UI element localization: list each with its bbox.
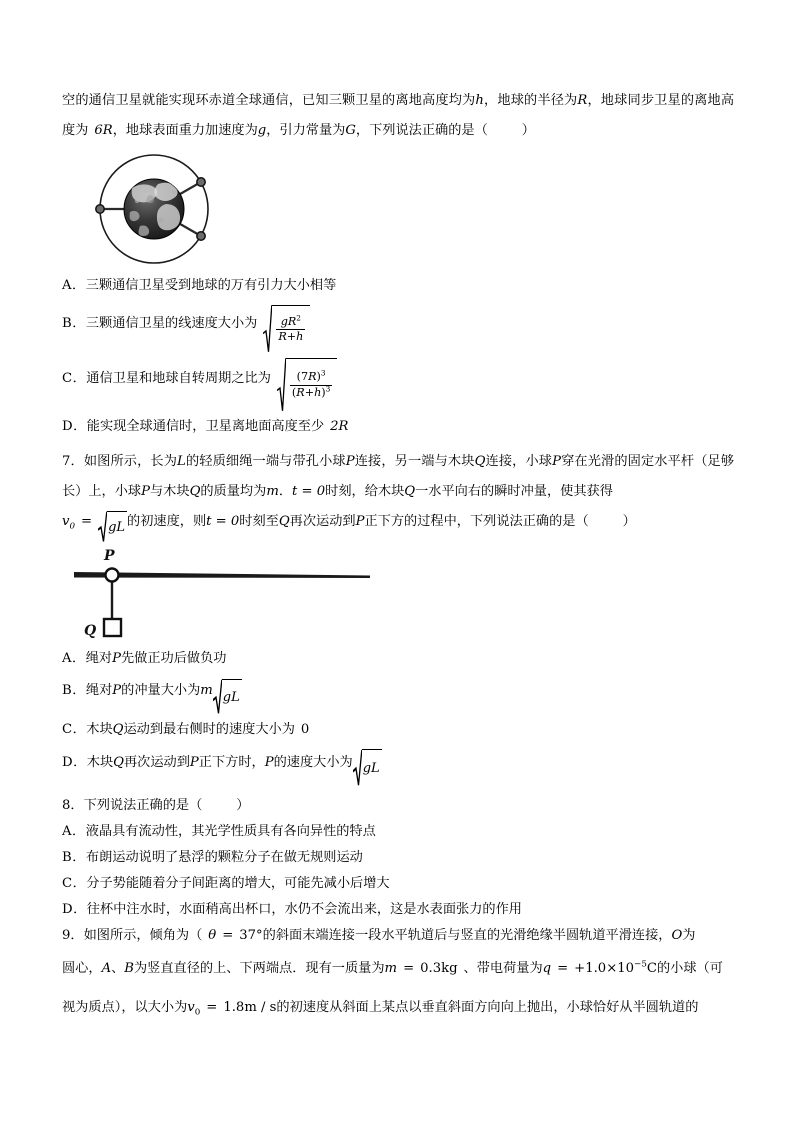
- q6-stem-text-2a: 离地高度为: [62, 93, 735, 138]
- satellite-1: [96, 205, 104, 213]
- satellite-orbit-diagram: [70, 152, 270, 267]
- q8-number: 8．: [62, 798, 84, 814]
- q6-stem-text-1: 空的通信卫星就能实现环赤道全球通信，已知三颗卫星的离地高度均为: [62, 93, 476, 108]
- q6-stem-text-1c: ，地球同步卫星的: [587, 93, 695, 108]
- q7-option-d-label: D．: [62, 754, 87, 770]
- q7-option-b-sym: P: [112, 683, 122, 699]
- q7-t-c: 连接，另一端与木块: [354, 453, 475, 469]
- q7-option-c-label: C．: [62, 721, 87, 737]
- q8-option-b-label: B．: [62, 850, 86, 866]
- q7-option-c-value: 0: [300, 721, 310, 737]
- q6-option-d-label: D．: [62, 418, 87, 434]
- q7-option-d-radical: [353, 747, 382, 787]
- q9-stem-line1: [62, 923, 734, 949]
- q8-option-a-label: A．: [62, 824, 86, 840]
- q6-option-b-label: B．: [62, 316, 86, 331]
- q9-t-b: 的斜面末端连接一段水平轨道后与竖直的光滑绝缘半圆轨道平滑连接，: [262, 928, 672, 944]
- q7-t-o: 正下方的过程中，下列说法正确的是（: [364, 513, 589, 529]
- q6-c-den-R: R: [296, 385, 305, 399]
- q7-option-b-radicand: gL: [222, 679, 242, 715]
- q6-option-a-label: A．: [62, 278, 86, 293]
- q6-sym-g: g: [257, 123, 267, 138]
- q6-sym-G: G: [345, 123, 356, 138]
- q6-option-c-label: C．: [62, 371, 87, 387]
- q9-stem-line2: [62, 949, 734, 988]
- q9-t-f: 为竖直直径的上、下两端点．现有一质量为: [133, 961, 385, 977]
- q7-t-k: 一水平向右的瞬时冲量，使其获得: [415, 483, 613, 499]
- q7-option-c-t2: 运动到最右侧时的速度大小为: [123, 721, 295, 737]
- q7-t-f: 杆（足够长）上，小球: [62, 453, 735, 499]
- q6-sym-h: h: [475, 93, 484, 108]
- q8-option-d[interactable]: [62, 897, 734, 923]
- q6-figure-satellites: [70, 152, 270, 267]
- q9-sym-B: B: [124, 961, 134, 977]
- q7-option-b[interactable]: [62, 674, 734, 714]
- q9-v0-val: 1.8m / s: [223, 1000, 277, 1016]
- q9-m-val: 0.3kg: [420, 961, 458, 977]
- q9-sym-angle: 37°: [239, 928, 263, 944]
- satellite-2: [197, 178, 205, 186]
- q6-option-b[interactable]: [62, 301, 734, 353]
- q9-m-eq: =: [403, 961, 415, 977]
- q9-q-exp: −5: [634, 959, 647, 970]
- q7-option-d-sym2: P: [189, 754, 199, 770]
- q6-c-den-h: h: [314, 385, 322, 399]
- q7-option-d-sym1: Q: [113, 754, 124, 770]
- q9-q-unit: C: [646, 961, 657, 977]
- q8-option-c-text: 分子势能随着分子间距离的增大，可能先减小后增大: [86, 876, 390, 892]
- q6-option-d-text: 能实现全球通信时，卫星离地面高度至少: [86, 418, 325, 434]
- q7-option-d-t3: 正下方时，: [198, 754, 265, 770]
- q7-t-d: 连接，小球: [485, 453, 553, 469]
- q7-option-c-t1: 木块: [86, 721, 113, 737]
- q6-option-b-formula: [263, 303, 310, 353]
- q7-option-d-t2: 再次运动到: [123, 754, 190, 770]
- q7-stem-line3: [62, 507, 734, 543]
- q9-q-eq: =: [557, 961, 569, 977]
- q6-b-den-op: +: [286, 330, 297, 344]
- q9-q-val: +1.0×10: [574, 961, 635, 977]
- q6-stem-text-2c: ，引力常量为: [266, 123, 346, 138]
- q9-t-i: 视为质点），以大小为: [62, 1000, 188, 1016]
- q7-option-b-t2: 的冲量大小为: [121, 683, 201, 699]
- ball-P: [106, 569, 119, 582]
- q6-stem: [62, 86, 734, 146]
- q6-stem-text-1b: ，地球的半径为: [483, 93, 578, 108]
- q7-v0-radicand: gL: [107, 511, 127, 543]
- q7-option-d-radicand: gL: [362, 749, 382, 787]
- q9-t-a: 如图所示，倾角为（: [83, 928, 203, 944]
- q6-c-num-exp: 3: [320, 368, 326, 378]
- q8-option-c[interactable]: [62, 871, 734, 897]
- q7-option-c-sym: Q: [112, 721, 124, 737]
- q7-t-j: 时刻，给木块: [325, 483, 405, 499]
- q8-option-b[interactable]: [62, 845, 734, 871]
- q7-option-d-t4: 的速度大小为: [273, 754, 353, 770]
- q7-sym-P4: P: [355, 513, 365, 529]
- q6-option-d-value: 2R: [330, 418, 349, 434]
- q7-sym-P2: P: [552, 453, 561, 469]
- q7-option-b-coef: m: [200, 683, 213, 699]
- q6-option-c-text: 通信卫星和地球自转周期之比为: [86, 371, 271, 387]
- q9-t-h: 的小球（可: [656, 961, 723, 977]
- q7-v0-label: v: [62, 513, 70, 529]
- q8-stem-text: 下列说法正确的是（: [83, 798, 203, 814]
- q8-option-a[interactable]: [62, 819, 734, 845]
- q9-t-g: 、带电荷量为: [463, 961, 543, 977]
- q9-v0-sub: 0: [194, 1007, 201, 1018]
- q6-c-den-op: +: [304, 385, 315, 399]
- q6-b-num-R: R: [287, 314, 297, 328]
- q7-option-d-sym3: P: [264, 754, 274, 770]
- q8-option-c-label: C．: [62, 876, 87, 892]
- q7-sym-P3: P: [141, 483, 150, 499]
- q7-option-b-t1: 绳对: [85, 683, 113, 699]
- q7-option-a-sym: P: [112, 651, 121, 667]
- q6-c-num-coef: 7: [301, 370, 309, 384]
- q7-v0-radical: [98, 509, 127, 543]
- q7-figure-rod-ball-block: [70, 547, 400, 642]
- q7-sym-Q4: Q: [278, 513, 290, 529]
- q7-sym-Q3: Q: [404, 483, 416, 499]
- q9-t-c: 为: [682, 928, 696, 944]
- q7-option-a[interactable]: [62, 644, 734, 674]
- q7-t-g: 与木块: [150, 483, 190, 499]
- q9-v0-sym: v: [187, 1000, 195, 1016]
- q9-sym-theta: θ: [208, 928, 217, 944]
- q7-v0-eq: =: [81, 513, 93, 529]
- q7-t-p: ）: [622, 513, 636, 529]
- q9-v0-eq: =: [206, 1000, 218, 1016]
- q7-v0-sub: 0: [69, 521, 75, 532]
- q6-b-den-h: h: [296, 330, 304, 344]
- q6-stem-text-2e: ）: [521, 123, 535, 138]
- q6-b-num-exp: 2: [296, 313, 301, 323]
- q7-t-a: 如图所示，长为: [83, 453, 178, 469]
- q7-t-h: 的质量均为: [200, 483, 267, 499]
- q7-t-b: 的轻质细绳一端与带孔小球: [185, 453, 346, 469]
- q6-option-a-text: 三颗通信卫星受到地球的万有引力大小相等: [85, 278, 337, 293]
- rod-ball-block-diagram: [70, 547, 400, 642]
- q9-sym-A: A: [101, 961, 112, 977]
- q7-t-n: 再次运动到: [289, 513, 356, 529]
- block-Q: [104, 619, 121, 636]
- q7-sym-L: L: [177, 453, 186, 469]
- q6-c-num-R: R: [308, 370, 317, 384]
- q8-option-b-text: 布朗运动说明了悬浮的颗粒分子在做无规则运动: [85, 850, 363, 866]
- q9-sym-q: q: [542, 961, 552, 977]
- q9-number: 9．: [62, 928, 84, 944]
- q7-sym-P1: P: [345, 453, 355, 469]
- q6-c-den-exp: 3: [325, 384, 331, 394]
- q6-option-d[interactable]: [62, 412, 734, 442]
- q7-option-a-t2: 先做正功后做负功: [120, 651, 227, 667]
- label-Q: Q: [84, 623, 97, 640]
- q7-sym-t0: t = 0: [292, 483, 326, 499]
- q7-number: 7．: [62, 453, 84, 469]
- q8-option-d-text: 往杯中注水时，水面稍高出杯口，水仍不会流出来，这是水表面张力的作用: [86, 902, 522, 918]
- q8-option-d-label: D．: [62, 902, 87, 918]
- q6-option-c-formula: $\frac{(7R)^3}{(R+h)^3}$: [277, 356, 337, 412]
- q6-option-c[interactable]: [62, 353, 734, 411]
- q7-sym-t02: t = 0: [206, 513, 240, 529]
- q9-t-d: 圆心，: [62, 961, 102, 977]
- q8-stem: [62, 793, 734, 819]
- q7-stem: [62, 447, 734, 507]
- q6-option-b-text: 三颗通信卫星的线速度大小为: [85, 316, 258, 331]
- q6-sym-R: R: [577, 93, 588, 108]
- q6-stem-text-2b: ，地球表面重力加速度为: [112, 123, 258, 138]
- q7-option-d[interactable]: [62, 745, 734, 787]
- label-P: P: [104, 548, 115, 565]
- q8-option-a-text: 液晶具有流动性，其光学性质具有各向异性的特点: [85, 824, 376, 840]
- q6-sym-6R: 6R: [94, 123, 113, 138]
- q7-option-a-t1: 绳对: [85, 651, 113, 667]
- q9-t-j: 的初速度从斜面上某点以垂直斜面方向向上抛出，小球恰好从半圆轨道的: [276, 1000, 699, 1016]
- q7-option-b-radical: [213, 677, 242, 715]
- satellite-3: [197, 232, 205, 240]
- q9-stem-line3: [62, 988, 734, 1027]
- q7-sym-Q2: Q: [189, 483, 201, 499]
- q7-sym-Q1: Q: [474, 453, 486, 469]
- q6-stem-text-2d: ，下列说法正确的是（: [355, 123, 488, 138]
- q7-option-d-t1: 木块: [86, 754, 114, 770]
- q9-sym-m: m: [384, 961, 398, 977]
- q7-sym-m: m: [266, 483, 279, 499]
- q7-option-b-label: B．: [62, 683, 86, 699]
- q7-option-a-label: A．: [62, 651, 86, 667]
- q7-t-l: 的初速度，则: [127, 513, 207, 529]
- q7-t-i: ．: [278, 483, 293, 499]
- q6-b-num-g: g: [280, 314, 288, 328]
- q7-option-c[interactable]: [62, 715, 734, 745]
- q9-sym-O: O: [671, 928, 683, 944]
- q7-t-e: 穿在光滑的固定水平: [560, 453, 681, 469]
- q8-stem-end: ）: [236, 798, 250, 814]
- q6-option-a[interactable]: [62, 271, 734, 301]
- q9-sym-eq: =: [222, 928, 234, 944]
- q9-t-e: 、: [111, 961, 125, 977]
- q6-b-den-R: R: [278, 330, 287, 344]
- q7-t-m: 时刻至: [239, 513, 279, 529]
